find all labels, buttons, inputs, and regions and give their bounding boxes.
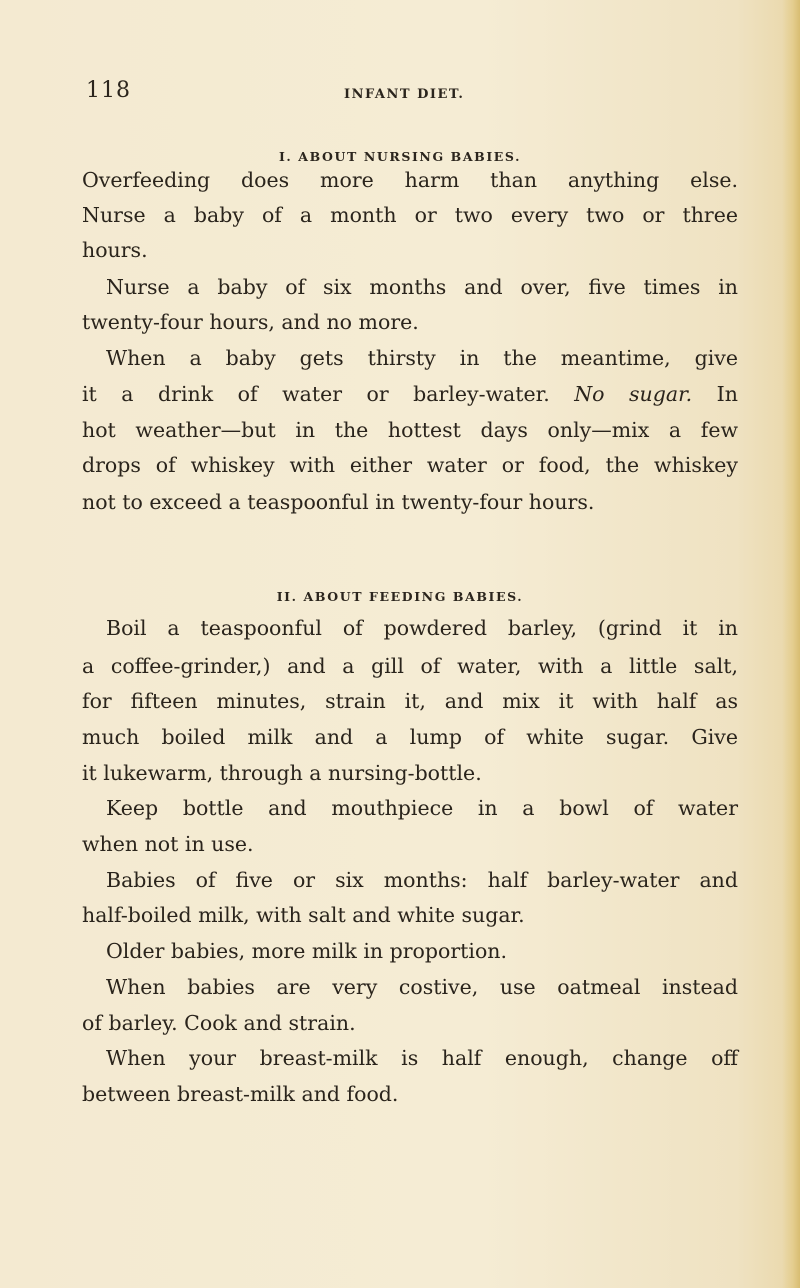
line-text: it a drink of water or barley-water. [82, 382, 550, 406]
paragraph-line: drops of whiskey with either water or food, the whiskey [82, 453, 738, 477]
paragraph-line: half-boiled milk, with salt and white sugar. [82, 903, 525, 927]
paragraph-line: Babies of five or six months: half barley-water and [106, 868, 738, 892]
paragraph-line: hours. [82, 238, 148, 262]
section-heading-nursing: I. ABOUT NURSING BABIES. [278, 149, 522, 164]
page-edge [782, 0, 800, 1288]
paragraph-line: When a baby gets thirsty in the meantime, give [106, 346, 738, 370]
paragraph-line: Boil a teaspoonful of powdered barley, (grind it in [106, 616, 738, 640]
paragraph-line: hot weather—but in the hottest days only—mix a few [82, 418, 738, 442]
paragraph-line: it lukewarm, through a nursing-bottle. [82, 761, 482, 785]
running-title: INFANT DIET. [344, 87, 465, 102]
page-number: 118 [86, 78, 131, 103]
paragraph-line: Overfeeding does more harm than anything else. [82, 168, 738, 192]
paragraph-line: a coffee-grinder,) and a gill of water, with a little salt, [82, 654, 738, 678]
paragraph-line: twenty-four hours, and no more. [82, 310, 419, 334]
paragraph-line: Keep bottle and mouthpiece in a bowl of water [106, 796, 738, 820]
paragraph-line: When your breast-milk is half enough, change off [106, 1046, 738, 1070]
paragraph-line: Older babies, more milk in proportion. [106, 939, 508, 963]
line-text: In [716, 382, 738, 406]
paragraph-line: When babies are very costive, use oatmeal instead [106, 975, 738, 999]
paragraph-line: Nurse a baby of a month or two every two or three [82, 203, 738, 227]
paragraph-line: for fifteen minutes, strain it, and mix it with half as [82, 689, 738, 713]
paragraph-line: much boiled milk and a lump of white sugar. Give [82, 725, 738, 749]
emphasis-no-sugar: No sugar. [574, 382, 693, 406]
paragraph-line: Nurse a baby of six months and over, five times in [106, 275, 738, 299]
paragraph-line-with-emphasis [82, 382, 738, 406]
paragraph-line: not to exceed a teaspoonful in twenty-four hours. [82, 490, 595, 514]
paragraph-line: when not in use. [82, 832, 254, 856]
paragraph-line: of barley. Cook and strain. [82, 1011, 356, 1035]
paragraph-line: between breast-milk and food. [82, 1082, 399, 1106]
section-heading-feeding: II. ABOUT FEEDING BABIES. [276, 589, 524, 604]
